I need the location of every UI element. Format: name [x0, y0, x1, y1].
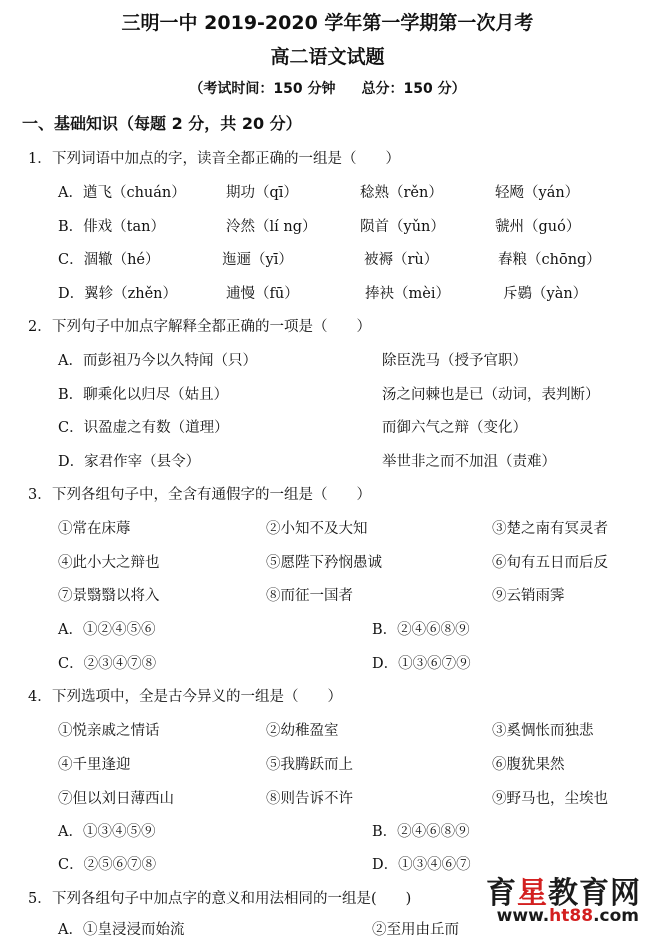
- exam-time: （考试时间：150 分钟: [189, 81, 336, 97]
- q1-option-c: C．涸辙（hé）: [58, 252, 160, 268]
- exam-title: 三明一中 2019-2020 学年第一学期第一次月考: [121, 12, 534, 34]
- q1-option-b: B．俳戏（tan）: [58, 219, 165, 235]
- q2-option-c: C．识盈虚之有数（道理）: [58, 420, 229, 436]
- q3-item: ⑦景翳翳以将入: [58, 588, 160, 604]
- q2-option-b: B．聊乘化以归尽（姑且）: [58, 387, 229, 403]
- q4-item: ⑦但以刘日薄西山: [58, 791, 174, 807]
- q1-option-a-word: 轻飏（yán）: [495, 185, 580, 201]
- exam-info: [0, 78, 655, 98]
- q5-option-a-partial: A．①皇浸浸而始流: [58, 922, 185, 938]
- q1-option-a-word: 稔熟（rěn）: [360, 185, 443, 201]
- q1-option-d-word: 斥鷃（yàn）: [503, 286, 588, 302]
- q1-option-c-word: 被褥（rù）: [364, 252, 439, 268]
- q3-item: ⑥旬有五日而后反: [492, 555, 608, 571]
- q3-item: ①常在床蓐: [58, 521, 131, 537]
- q1-option-c-word: 舂粮（chōng）: [498, 252, 601, 268]
- q4-item: ⑤我腾跃而上: [266, 757, 353, 773]
- question-5-stem: 5．下列各组句子中加点字的意义和用法相同的一组是( ): [28, 891, 412, 907]
- question-3-stem: 3．下列各组句子中，全含有通假字的一组是（ ）: [28, 487, 371, 503]
- q1-option-b-word: 虢州（guó）: [495, 219, 581, 235]
- q3-item: ③楚之南有冥灵者: [492, 521, 608, 537]
- question-1-stem: 1．下列词语中加点的字，读音全都正确的一组是（ ）: [28, 151, 400, 167]
- q4-option-a: A．①③④⑤⑨: [58, 824, 156, 840]
- q3-item: ⑤愿陛下矜悯愚诚: [266, 555, 382, 571]
- q3-option-d: D．①③⑥⑦⑨: [372, 656, 471, 672]
- q4-option-c: C．②⑤⑥⑦⑧: [58, 857, 157, 873]
- q2-option-a-second: 除臣洗马（授予官职）: [382, 353, 527, 369]
- q1-option-d-word: 捧袂（mèi）: [365, 286, 450, 302]
- q5-option-a-second-partial: ②至用由丘而: [372, 922, 459, 938]
- q3-item: ⑧而征一国者: [266, 588, 353, 604]
- q3-option-b: B．②④⑥⑧⑨: [372, 622, 470, 638]
- q2-option-b-second: 汤之问棘也是已（动词，表判断）: [382, 387, 600, 403]
- q3-item: ⑨云销雨霁: [492, 588, 565, 604]
- q4-item: ②幼稚盈室: [266, 723, 339, 739]
- q1-option-d-word: 逋慢（fū）: [226, 286, 299, 302]
- q3-item: ②小知不及大知: [266, 521, 368, 537]
- q1-option-b-word: 陨首（yǔn）: [360, 219, 445, 235]
- q4-option-d: D．①③④⑥⑦: [372, 857, 471, 873]
- exam-subtitle: 高二语文试题: [270, 46, 385, 68]
- q4-item: ①悦亲戚之情话: [58, 723, 160, 739]
- q4-item: ⑥腹犹果然: [492, 757, 565, 773]
- q4-item: ③奚惆怅而独悲: [492, 723, 594, 739]
- q4-option-b: B．②④⑥⑧⑨: [372, 824, 470, 840]
- watermark-brand: 育星教育网: [486, 876, 641, 911]
- q1-option-c-word: 迤逦（yī）: [222, 252, 293, 268]
- q3-option-a: A．①②④⑤⑥: [58, 622, 156, 638]
- q2-option-c-second: 而御六气之辩（变化）: [382, 420, 527, 436]
- section-heading: 一、基础知识（每题 2 分，共 20 分）: [22, 114, 302, 133]
- watermark-url: www.ht88.com: [496, 906, 639, 926]
- q3-option-c: C．②③④⑦⑧: [58, 656, 157, 672]
- q2-option-d: D．家君作宰（县令）: [58, 454, 201, 470]
- q1-option-d: D．翼轸（zhěn）: [58, 286, 178, 302]
- q1-option-a: A．遒飞（chuán）: [58, 185, 186, 201]
- q2-option-d-second: 举世非之而不加沮（责难）: [382, 454, 556, 470]
- question-4-stem: 4．下列选项中，全是古今异义的一组是（ ）: [28, 689, 342, 705]
- q2-option-a: A．而彭祖乃今以久特闻（只）: [58, 353, 257, 369]
- question-2-stem: 2．下列句子中加点字解释全都正确的一项是（ ）: [28, 319, 371, 335]
- total-score: 总分：150 分）: [361, 81, 466, 97]
- q1-option-a-word: 期功（qī）: [226, 185, 298, 201]
- q4-item: ⑨野马也，尘埃也: [492, 791, 608, 807]
- q4-item: ⑧则告诉不许: [266, 791, 353, 807]
- watermark-logo: [441, 868, 641, 930]
- q4-item: ④千里逢迎: [58, 757, 131, 773]
- q1-option-b-word: 泠然（lí ng）: [226, 219, 317, 235]
- q3-item: ④此小大之辩也: [58, 555, 160, 571]
